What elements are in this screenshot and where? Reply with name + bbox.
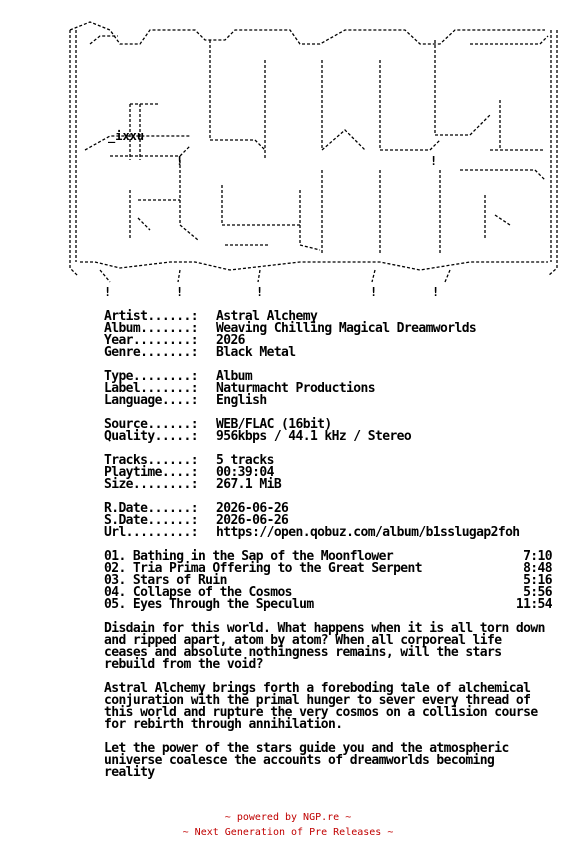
release-info <box>104 311 564 779</box>
track-duration: 8:48 <box>523 561 552 576</box>
track-duration: 7:10 <box>523 549 552 564</box>
genre-row: Genre.......: Black Metal <box>104 345 296 360</box>
track-title: 02. Tria Prima Offering to the Great Serpent <box>104 561 422 576</box>
quality-row: Quality.....: 956kbps / 44.1 kHz / Stereo <box>104 429 412 444</box>
release-date-row: R.Date......: 2026-06-26 <box>104 501 289 516</box>
svg-text:!: ! <box>256 285 264 299</box>
track-duration: 11:54 <box>515 597 552 612</box>
album-row: Album.......: Weaving Chilling Magical Dreamworlds <box>104 321 477 336</box>
svg-text:_ixxu: _ixxu <box>108 129 145 143</box>
artist-row: Artist......: Astral Alchemy <box>104 309 318 324</box>
svg-text:!: ! <box>104 285 112 299</box>
description-paragraph: Astral Alchemy brings forth a foreboding tale of alchemical conjuration with the primal hunger to sever every thread of this world and rupture the very cosmos on a collision course for rebirth through annihilation. <box>104 681 538 732</box>
description-paragraph: Disdain for this world. What happens when it is all torn down and ripped apart, atom by atom? When all corporeal life ceases and absolute nothingness remains, will the stars rebuild from the void? <box>104 621 545 672</box>
scene-date-row: S.Date......: 2026-06-26 <box>104 513 289 528</box>
ngp-ascii-logo <box>0 0 576 305</box>
language-row: Language....: English <box>104 393 267 408</box>
track-row <box>104 599 552 611</box>
source-row: Source......: WEB/FLAC (16bit) <box>104 417 332 432</box>
svg-text:!: ! <box>370 285 378 299</box>
year-row: Year........: 2026 <box>104 333 245 348</box>
label-row: Label.......: Naturmacht Productions <box>104 381 375 396</box>
track-title: 03. Stars of Ruin <box>104 573 227 588</box>
genre-value: Black Metal <box>216 345 296 360</box>
size-value: 267.1 MiB <box>216 477 282 492</box>
year-value: 2026 <box>216 333 245 348</box>
svg-text:!: ! <box>176 154 184 168</box>
source-value: WEB/FLAC (16bit) <box>216 417 332 432</box>
type-value: Album <box>216 369 253 384</box>
label-value: Naturmacht Productions <box>216 381 375 396</box>
url-row: Url.........: https://open.qobuz.com/album/b1sslugap2foh <box>104 525 520 540</box>
track-title: 04. Collapse of the Cosmos <box>104 585 292 600</box>
track-duration: 5:56 <box>523 585 552 600</box>
track-duration: 5:16 <box>523 573 552 588</box>
footer-tagline: ~ Next Generation of Pre Releases ~ <box>182 827 394 838</box>
svg-text:!: ! <box>430 154 438 168</box>
track-title: 01. Bathing in the Sap of the Moonflower <box>104 549 394 564</box>
album-value: Weaving Chilling Magical Dreamworlds <box>216 321 477 336</box>
artist-value: Astral Alchemy <box>216 309 318 324</box>
release-date-value: 2026-06-26 <box>216 501 289 516</box>
tracks-value: 5 tracks <box>216 453 274 468</box>
url-value[interactable]: https://open.qobuz.com/album/b1sslugap2foh <box>216 525 520 540</box>
size-row: Size........: 267.1 MiB <box>104 477 282 492</box>
quality-value: 956kbps / 44.1 kHz / Stereo <box>216 429 412 444</box>
type-row: Type........: Album <box>104 369 253 384</box>
svg-text:!: ! <box>176 285 184 299</box>
footer-powered-by: ~ powered by NGP.re ~ <box>224 812 352 823</box>
description-paragraph: Let the power of the stars guide you and the atmospheric universe coalesce the accounts of dreamworlds becoming reality <box>104 741 509 780</box>
track-title: 05. Eyes Through the Speculum <box>104 597 314 612</box>
language-value: English <box>216 393 267 408</box>
playtime-value: 00:39:04 <box>216 465 274 480</box>
playtime-row: Playtime....: 00:39:04 <box>104 465 274 480</box>
tracks-row: Tracks......: 5 tracks <box>104 453 274 468</box>
scene-date-value: 2026-06-26 <box>216 513 289 528</box>
svg-text:!: ! <box>432 285 440 299</box>
